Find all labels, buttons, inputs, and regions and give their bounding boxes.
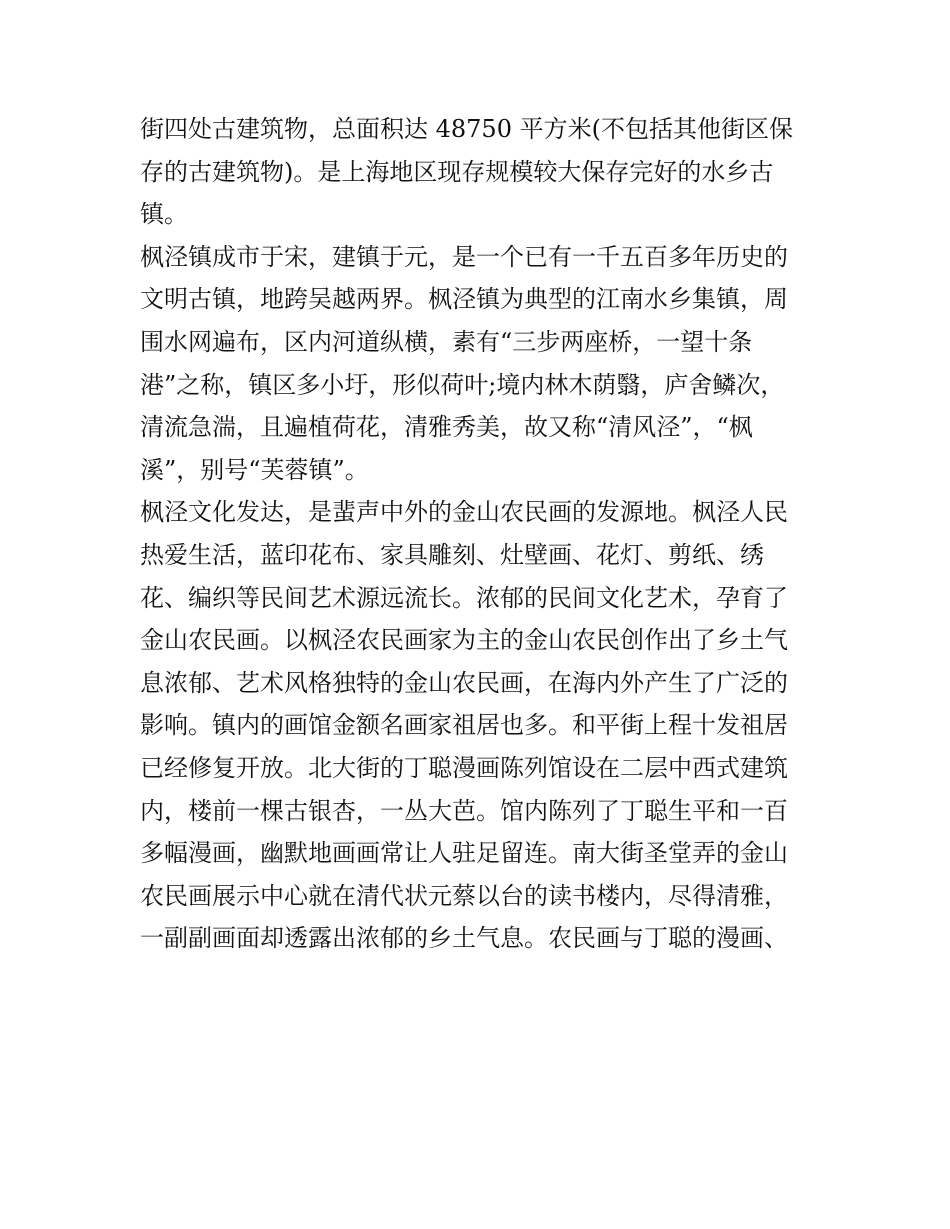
text-line: 金山农民画。以枫泾农民画家为主的金山农民创作出了乡土气	[140, 626, 788, 655]
text-line: 已经修复开放。北大街的丁聪漫画陈列馆设在二层中西式建筑	[140, 753, 788, 782]
text-line: 农民画展示中心就在清代状元蔡以台的读书楼内，尽得清雅，	[140, 881, 788, 910]
text-line: 热爱生活，蓝印花布、家具雕刻、灶壁画、花灯、剪纸、绣	[140, 540, 764, 569]
text-line: 花、编织等民间艺术源远流长。浓郁的民间文化艺术，孕育了	[140, 583, 788, 612]
text-line: 一副副画面却透露出浓郁的乡土气息。农民画与丁聪的漫画、	[140, 924, 788, 953]
text-line: 镇。	[140, 200, 188, 229]
text-line: 内，楼前一棵古银杏，一丛大芭。馆内陈列了丁聪生平和一百	[140, 796, 788, 825]
text-line: 枫泾文化发达，是蜚声中外的金山农民画的发源地。枫泾人民	[140, 498, 788, 527]
text-line: 街四处古建筑物，总面积达 48750 平方米(不包括其他街区保	[140, 115, 793, 143]
text-line: 存的古建筑物)。是上海地区现存规模较大保存完好的水乡古	[140, 157, 774, 186]
text-line: 围水网遍布，区内河道纵横，素有“三步两座桥，一望十条	[140, 327, 753, 356]
text-line: 影响。镇内的画馆金额名画家祖居也多。和平街上程十发祖居	[140, 711, 788, 740]
text-line: 溪”，别号“芙蓉镇”。	[140, 455, 369, 484]
text-line: 息浓郁、艺术风格独特的金山农民画，在海内外产生了广泛的	[140, 668, 788, 697]
text-line: 清流急湍，且遍植荷花，清雅秀美，故又称“清风泾”，“枫	[140, 413, 753, 442]
text-line: 枫泾镇成市于宋，建镇于元，是一个已有一千五百多年历史的	[140, 242, 788, 271]
text-line: 文明古镇，地跨吴越两界。枫泾镇为典型的江南水乡集镇，周	[140, 285, 788, 314]
text-line: 港”之称，镇区多小圩，形似荷叶;境内林木荫翳，庐舍鳞次，	[140, 370, 785, 399]
text-line: 多幅漫画，幽默地画画常让人驻足留连。南大街圣堂弄的金山	[140, 839, 788, 868]
body-text	[140, 108, 820, 960]
